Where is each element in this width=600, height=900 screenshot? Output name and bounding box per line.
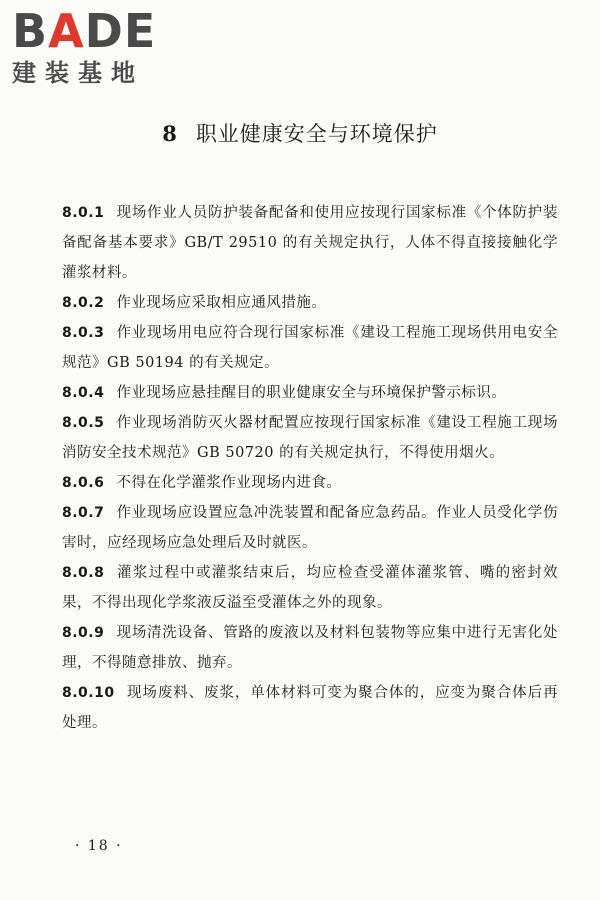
clause	[62, 378, 558, 408]
clause-number: 8.0.6	[62, 475, 105, 491]
clause	[62, 288, 558, 318]
clause-number: 8.0.9	[62, 625, 105, 641]
clause-number: 8.0.10	[62, 685, 115, 701]
clause	[62, 408, 558, 468]
clause-number: 8.0.8	[62, 565, 105, 581]
clause-text: 灌浆过程中或灌浆结束后，均应检查受灌体灌浆管、嘴的密封效果，不得出现化学浆液反溢至受灌体之外的现象。	[62, 565, 558, 611]
clause-text: 作业现场用电应符合现行国家标准《建设工程施工现场供用电安全规范》GB 50194 的有关规定。	[62, 325, 558, 371]
clause-number: 8.0.4	[62, 385, 105, 401]
logo-wordmark: BADE	[12, 4, 157, 58]
brand-logo	[12, 6, 177, 88]
clause-text: 作业现场应悬挂醒目的职业健康安全与环境保护警示标识。	[116, 385, 507, 401]
clause	[62, 498, 558, 558]
chapter-number: 8	[162, 121, 178, 146]
clause-text: 不得在化学灌浆作业现场内进食。	[116, 475, 342, 491]
chapter-title	[0, 118, 600, 148]
chapter-heading: 职业健康安全与环境保护	[195, 122, 438, 146]
clause	[62, 468, 558, 498]
logo-accent-letter: A	[48, 4, 85, 58]
clause-text: 现场清洗设备、管路的废液以及材料包装物等应集中进行无害化处理，不得随意排放、抛弃。	[62, 625, 558, 671]
clause-text: 作业现场应设置应急冲洗装置和配备应急药品。作业人员受化学伤害时，应经现场应急处理后及时就医。	[62, 505, 558, 551]
clause-list	[62, 198, 558, 738]
logo-subtitle: 建装基地	[12, 59, 144, 87]
clause-number: 8.0.7	[62, 505, 105, 521]
clause-number: 8.0.3	[62, 325, 105, 341]
clause-text: 作业现场应采取相应通风措施。	[116, 295, 327, 311]
clause	[62, 198, 558, 288]
clause-text: 现场作业人员防护装备配备和使用应按现行国家标准《个体防护装备配备基本要求》GB/T 29510 的有关规定执行，人体不得直接接触化学灌浆材料。	[62, 205, 558, 281]
clause-number: 8.0.1	[62, 205, 105, 221]
clause	[62, 678, 558, 738]
page-number: · 18 ·	[75, 838, 123, 854]
clause-number: 8.0.2	[62, 295, 105, 311]
clause-text: 作业现场消防灭火器材配置应按现行国家标准《建设工程施工现场消防安全技术规范》GB 50720 的有关规定执行，不得使用烟火。	[62, 415, 558, 461]
clause-text: 现场废料、废浆，单体材料可变为聚合体的，应变为聚合体后再处理。	[62, 685, 558, 731]
clause	[62, 318, 558, 378]
clause-number: 8.0.5	[62, 415, 105, 431]
clause	[62, 618, 558, 678]
clause	[62, 558, 558, 618]
